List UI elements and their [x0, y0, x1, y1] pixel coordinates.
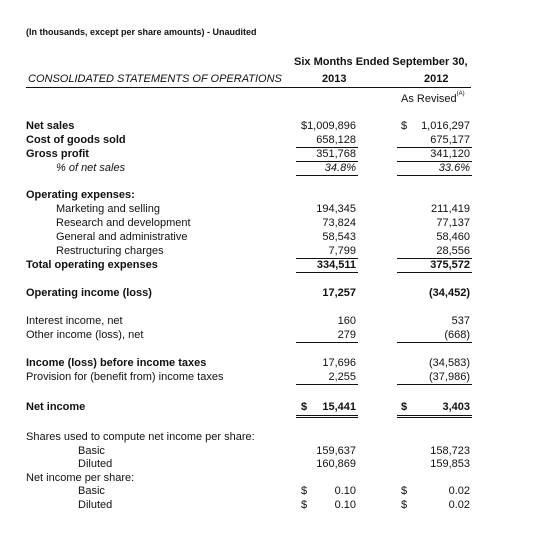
total-opex-2012: 375,572: [430, 259, 470, 271]
gross-profit-2012: 341,120: [430, 148, 470, 160]
currency-symbol: $: [401, 120, 408, 132]
interest-2013: 160: [337, 315, 356, 327]
double-rule: [296, 415, 358, 418]
rule: [296, 175, 358, 176]
as-revised-label: [401, 93, 465, 105]
header-underline: [26, 87, 471, 88]
shares-diluted-2013: 160,869: [316, 458, 356, 470]
restructuring-2013: 7,799: [328, 245, 356, 257]
rule: [397, 175, 472, 176]
row-label-pct-net-sales: % of net sales: [56, 162, 126, 174]
row-label-cogs: Cost of goods sold: [26, 134, 126, 146]
rule: [397, 272, 472, 273]
marketing-2012: 211,419: [431, 203, 470, 215]
pct-net-sales-2012: 33.6%: [438, 162, 470, 174]
currency-symbol: $: [301, 499, 308, 511]
shares-basic-2012: 158,723: [430, 445, 470, 457]
row-label-op-income: Operating income (loss): [26, 287, 152, 299]
shares-basic-2013: 159,637: [316, 445, 356, 457]
currency-symbol: $: [401, 401, 408, 413]
restructuring-2012: 28,556: [436, 245, 470, 257]
gna-2012: 58,460: [436, 231, 470, 243]
eps-diluted-2012: 0.02: [448, 499, 470, 511]
op-income-2013: 17,257: [322, 287, 356, 299]
currency-symbol: $: [301, 120, 308, 132]
row-label-shares-diluted: Diluted: [78, 458, 113, 470]
interest-2012: 537: [451, 315, 470, 327]
net-income-2013: 15,441: [322, 401, 356, 413]
section-shares: Shares used to compute net income per share:: [26, 431, 255, 443]
marketing-2013: 194,345: [316, 203, 356, 215]
section-eps: Net income per share:: [26, 472, 135, 484]
tax-2012: (37,986): [429, 371, 470, 383]
rule: [296, 342, 358, 343]
col1-year: 2013: [322, 73, 347, 85]
currency-symbol: $: [301, 485, 308, 497]
row-label-other-income: Other income (loss), net: [26, 329, 144, 341]
row-label-total-opex: Total operating expenses: [26, 259, 158, 271]
op-income-2012: (34,452): [429, 287, 470, 299]
net-sales-2013: 1,009,896: [307, 120, 356, 132]
as-revised-text: As Revised: [401, 93, 457, 105]
rule: [296, 384, 358, 385]
currency-symbol: $: [301, 401, 308, 413]
row-label-eps-diluted: Diluted: [78, 499, 113, 511]
row-label-tax: Provision for (benefit from) income taxes: [26, 371, 224, 383]
eps-diluted-2013: 0.10: [334, 499, 356, 511]
rule: [296, 272, 358, 273]
row-label-net-sales: Net sales: [26, 120, 75, 132]
row-label-eps-basic: Basic: [78, 485, 105, 497]
row-label-pretax: Income (loss) before income taxes: [26, 357, 207, 369]
row-label-gross-profit: Gross profit: [26, 148, 89, 160]
other-income-2013: 279: [337, 329, 356, 341]
gross-profit-2013: 351,768: [316, 148, 356, 160]
row-label-shares-basic: Basic: [78, 445, 105, 457]
other-income-2012: (668): [444, 329, 470, 341]
cogs-2012: 675,177: [430, 134, 470, 146]
total-opex-2013: 334,511: [316, 259, 356, 271]
row-label-gna: General and administrative: [56, 231, 188, 243]
statement-title: CONSOLIDATED STATEMENTS OF OPERATIONS: [28, 73, 282, 85]
row-label-rnd: Research and development: [56, 217, 191, 229]
row-label-marketing: Marketing and selling: [56, 203, 160, 215]
rule: [397, 342, 472, 343]
pct-net-sales-2013: 34.8%: [324, 162, 356, 174]
double-rule: [397, 415, 472, 418]
row-label-interest: Interest income, net: [26, 315, 123, 327]
rnd-2012: 77,137: [436, 217, 470, 229]
row-label-restructuring: Restructuring charges: [56, 245, 164, 257]
eps-basic-2012: 0.02: [448, 485, 470, 497]
net-sales-2012: 1,016,297: [421, 120, 470, 132]
net-income-2012: 3,403: [442, 401, 470, 413]
eps-basic-2013: 0.10: [334, 485, 356, 497]
currency-symbol: $: [401, 485, 408, 497]
row-label-net-income: Net income: [26, 401, 86, 413]
period-header: Six Months Ended September 30,: [294, 56, 468, 68]
as-revised-footnote: (A): [456, 91, 465, 97]
rnd-2013: 73,824: [322, 217, 356, 229]
gna-2013: 58,543: [322, 231, 356, 243]
pretax-2013: 17,696: [322, 357, 356, 369]
tax-2013: 2,255: [328, 371, 356, 383]
section-operating-expenses: Operating expenses:: [26, 189, 135, 201]
rule: [397, 384, 472, 385]
col2-year: 2012: [424, 73, 449, 85]
cogs-2013: 658,128: [316, 134, 356, 146]
pretax-2012: (34,583): [429, 357, 470, 369]
currency-symbol: $: [401, 499, 408, 511]
shares-diluted-2012: 159,853: [430, 458, 470, 470]
units-note: (In thousands, except per share amounts) - Unaudited: [26, 27, 257, 37]
